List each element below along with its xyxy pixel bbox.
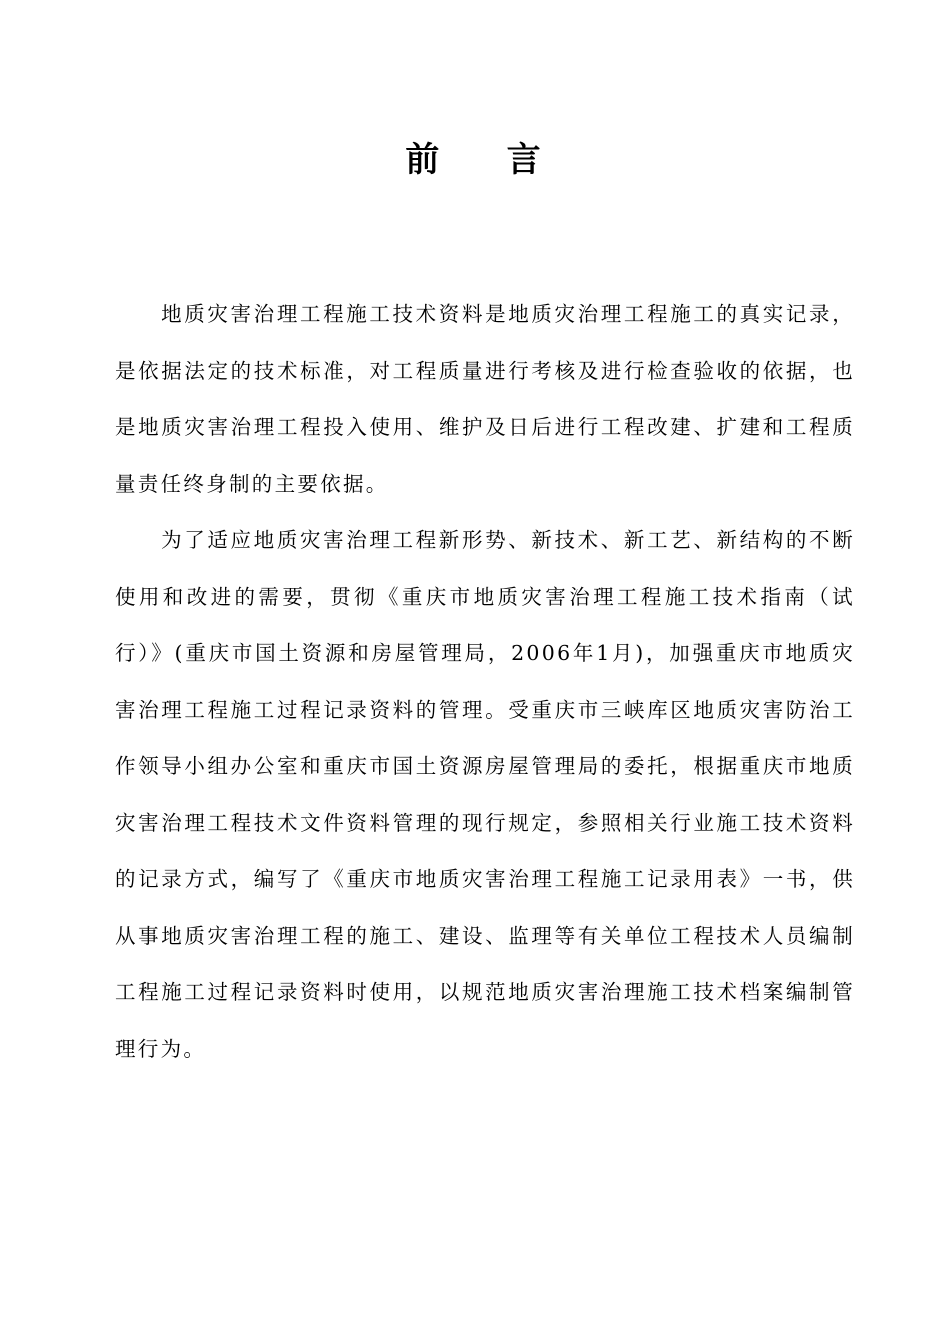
paragraph-1: 地质灾害治理工程施工技术资料是地质灾治理工程施工的真实记录，是依据法定的技术标准，对工程质量进行考核及进行检查验收的依据，也是地质灾害治理工程投入使用、维护及日后进行工程改建、扩建和工程质量责任终身制的主要依据。 [115,302,855,496]
body-text [115,286,855,1077]
page-title: 前 言 [405,140,545,180]
paragraph-2: 为了适应地质灾害治理工程新形势、新技术、新工艺、新结构的不断使用和改进的需要，贯彻《重庆市地质灾害治理工程施工技术指南（试行）》(重庆市国土资源和房屋管理局，2006年1月)，加强重庆市地质灾害治理工程施工过程记录资料的管理。受重庆市三峡库区地质灾害防治工作领导小组办公室和重庆市国土资源房屋管理局的委托，根据重庆市地质灾害治理工程技术文件资料管理的现行规定，参照相关行业施工技术资料的记录方式，编写了《重庆市地质灾害治理工程施工记录用表》一书，供从事地质灾害治理工程的施工、建设、监理等有关单位工程技术人员编制工程施工过程记录资料时使用，以规范地质灾害治理施工技术档案编制管理行为。 [115,528,855,1061]
